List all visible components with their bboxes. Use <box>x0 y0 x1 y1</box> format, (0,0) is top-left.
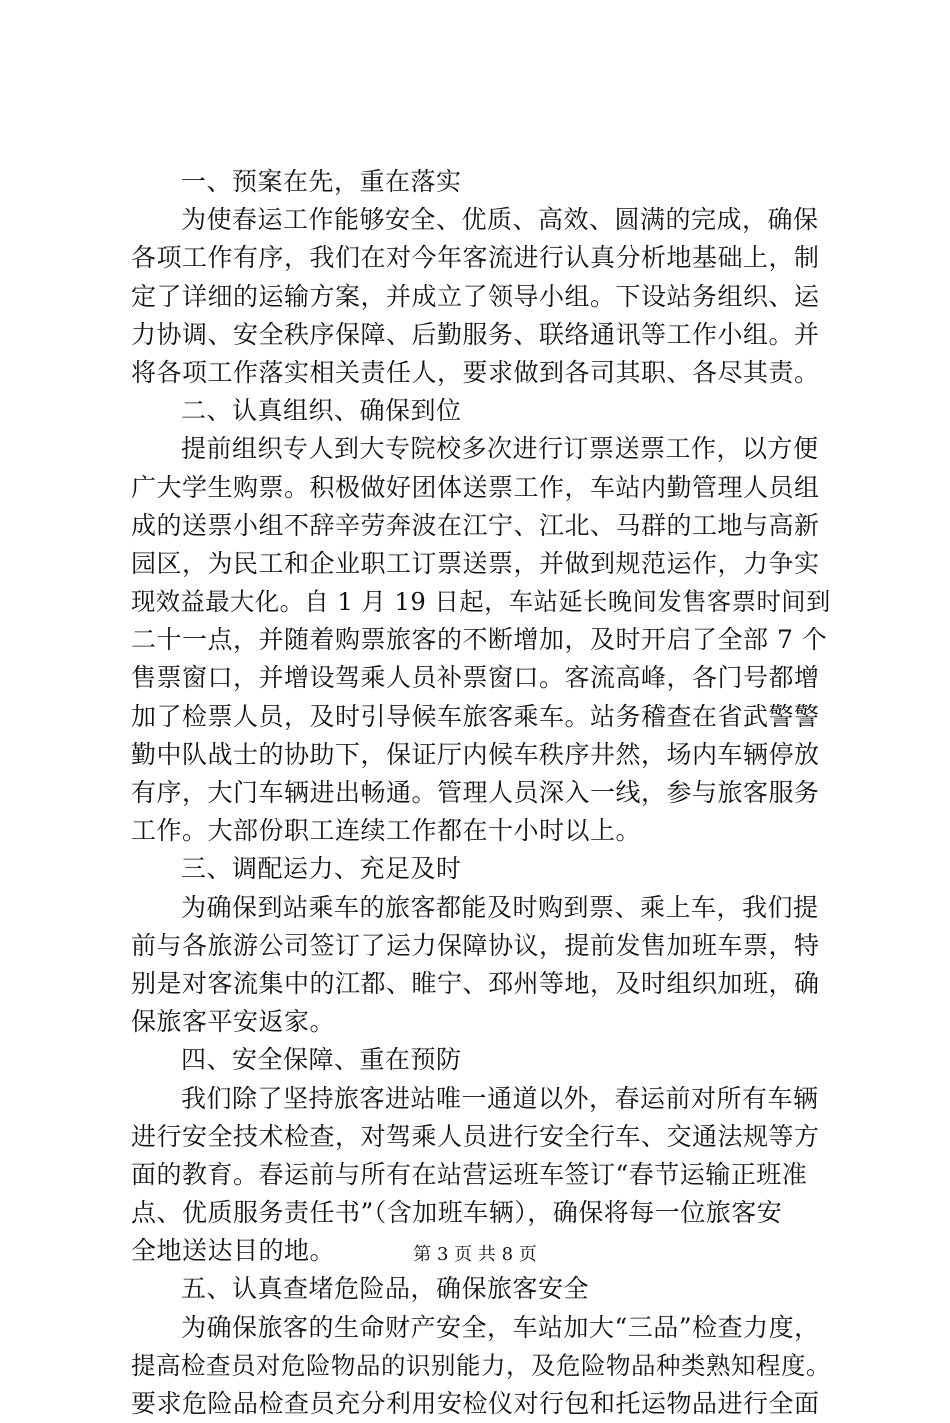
text-line: 提高检查员对危险物品的识别能力，及危险物品种类熟知程度。 <box>131 1350 831 1380</box>
text-line: 五、认真查堵危险品，确保旅客安全 <box>181 1274 590 1304</box>
text-line: 二、认真组织、确保到位 <box>181 396 462 426</box>
text-line: 有序，大门车辆进出畅通。管理人员深入一线，参与旅客服务 <box>131 778 820 807</box>
text-line: 广大学生购票。积极做好团体送票工作，车站内勤管理人员组 <box>131 472 820 502</box>
text-line: 将各项工作落实相关责任人，要求做到各司其职、各尽其责。 <box>131 357 820 387</box>
text-line: 现效益最大化。自 1 月 19 日起，车站延长晚间发售客票时间到 <box>131 587 831 617</box>
text-line: 我们除了坚持旅客进站唯一通道以外，春运前对所有车辆 <box>181 1083 819 1113</box>
text-line: 加了检票人员，及时引导候车旅客乘车。站务稽查在省武警警 <box>131 701 820 731</box>
text-line: 别是对客流集中的江都、睢宁、邳州等地，及时组织加班，确 <box>131 968 820 998</box>
text-line: 力协调、安全秩序保障、后勤服务、联络通讯等工作小组。并 <box>131 319 820 349</box>
text-line: 面的教育。春运前与所有在站营运班车签订“春节运输正班准 <box>131 1159 808 1189</box>
text-line: 保旅客平安返家。 <box>131 1007 336 1037</box>
text-line: 进行安全技术检查，对驾乘人员进行安全行车、交通法规等方 <box>131 1121 820 1151</box>
text-line: 各项工作有序，我们在对今年客流进行认真分析地基础上，制 <box>131 243 820 273</box>
text-line: 提前组织专人到大专院校多次进行订票送票工作，以方便 <box>181 434 819 464</box>
document-body <box>131 163 831 1423</box>
text-line: 前与各旅游公司签订了运力保障协议，提前发售加班车票，特 <box>131 930 820 960</box>
text-line: 定了详细的运输方案，并成立了领导小组。下设站务组织、运 <box>131 281 820 311</box>
text-line: 为确保旅客的生命财产安全，车站加大“三品”检查力度， <box>181 1312 820 1342</box>
text-line: 园区，为民工和企业职工订票送票，并做到规范运作，力争实 <box>131 548 820 578</box>
text-line: 为使春运工作能够安全、优质、高效、圆满的完成，确保 <box>181 205 819 235</box>
text-line: 二十一点，并随着购票旅客的不断增加，及时开启了全部 7 个 <box>131 625 828 655</box>
text-line: 要求危险品检查员充分利用安检仪对行包和托运物品进行全面 <box>131 1389 820 1418</box>
text-line: 售票窗口，并增设驾乘人员补票窗口。客流高峰，各门号都增 <box>131 663 820 693</box>
text-line: 全地送达目的地。 <box>131 1236 336 1266</box>
text-line: 四、安全保障、重在预防 <box>181 1045 462 1075</box>
text-line: 为确保到站乘车的旅客都能及时购到票、乘上车，我们提 <box>181 892 819 922</box>
text-line: 点、优质服务责任书”（含加班车辆），确保将每一位旅客安 <box>131 1198 783 1228</box>
text-line: 三、调配运力、充足及时 <box>181 854 462 884</box>
text-line: 成的送票小组不辞辛劳奔波在江宁、江北、马群的工地与高新 <box>131 510 820 540</box>
page-footer: 第 3 页 共 8 页 <box>413 1244 537 1265</box>
text-line: 勤中队战士的协助下，保证厅内候车秩序井然，场内车辆停放 <box>131 739 820 769</box>
text-line: 一、预案在先，重在落实 <box>181 167 462 196</box>
text-line: 工作。大部份职工连续工作都在十小时以上。 <box>131 816 642 846</box>
